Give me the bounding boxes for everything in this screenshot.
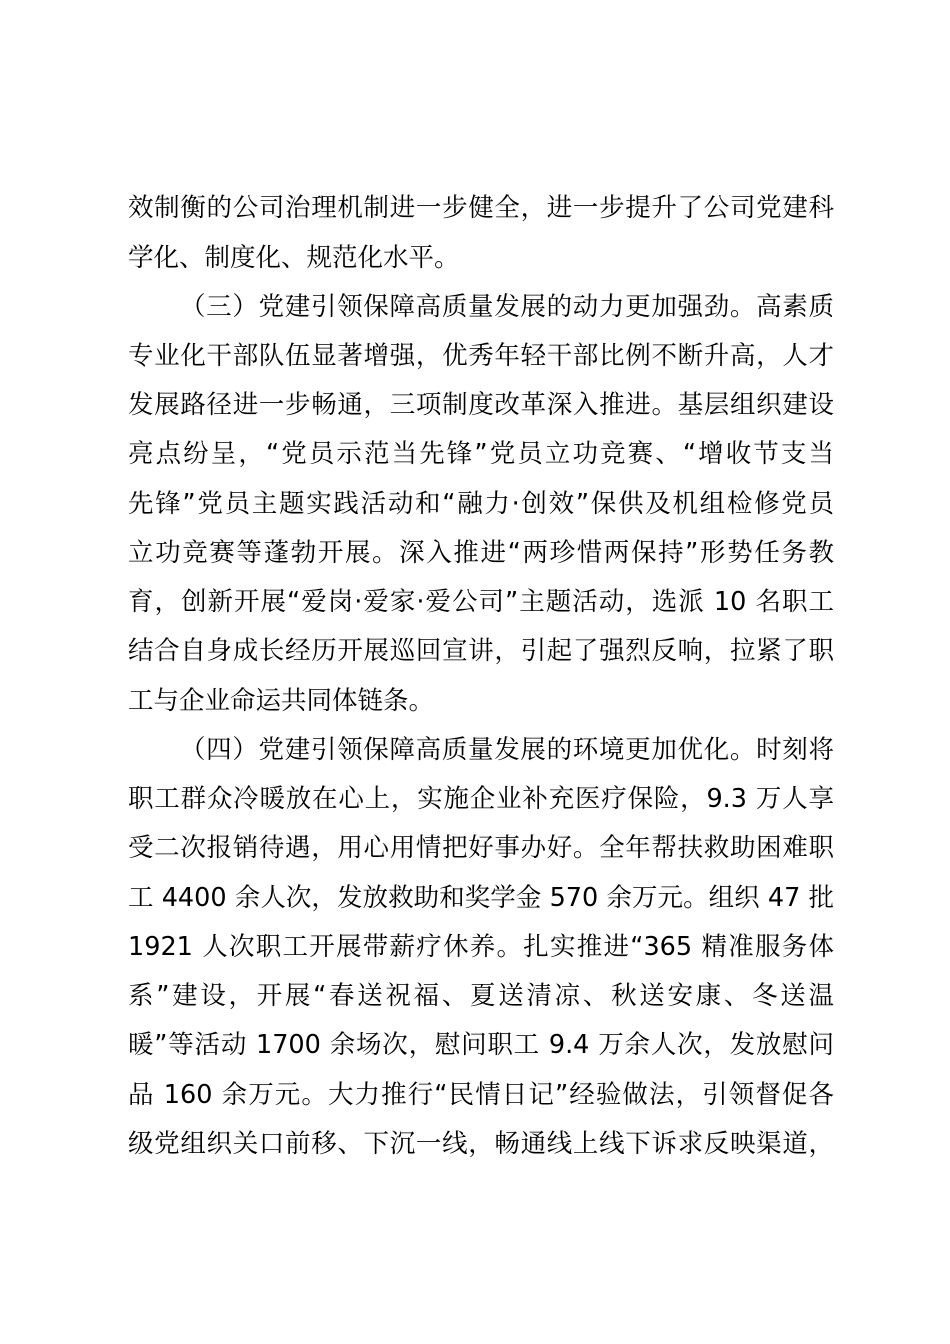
text-line: 学化、制度化、规范化水平。 <box>128 243 460 273</box>
text-line: 效制衡的公司治理机制进一步健全，进一步提升了公司党建科 <box>128 193 834 223</box>
text-line: 系”建设，开展“春送祝福、夏送清凉、秋送安康、冬送温 <box>128 981 834 1011</box>
text-line: 级党组织关口前移、下沉一线，畅通线上线下诉求反映渠道， <box>128 1129 834 1159</box>
text-line: 亮点纷呈，“党员示范当先锋”党员立功竞赛、“增收节支当 <box>128 439 834 469</box>
text-line: （三）党建引领保障高质量发展的动力更加强劲。高素质 <box>180 292 834 322</box>
text-line: （四）党建引领保障高质量发展的环境更加优化。时刻将 <box>180 735 834 765</box>
text-line: 工与企业命运共同体链条。 <box>128 686 435 716</box>
text-line: 发展路径进一步畅通，三项制度改革深入推进。基层组织建设 <box>128 390 834 420</box>
text-line: 结合自身成长经历开展巡回宣讲，引起了强烈反响，拉紧了职 <box>128 636 834 666</box>
text-line: 育，创新开展“爱岗·爱家·爱公司”主题活动，选派 10 名职工 <box>128 587 834 617</box>
text-line: 专业化干部队伍显著增强，优秀年轻干部比例不断升高，人才 <box>128 341 834 371</box>
text-line: 品 160 余万元。大力推行“民情日记”经验做法，引领督促各 <box>128 1080 834 1110</box>
text-line: 受二次报销待遇，用心用情把好事办好。全年帮扶救助困难职 <box>128 833 834 863</box>
text-line: 1921 人次职工开展带薪疗休养。扎实推进“365 精准服务体 <box>128 932 834 962</box>
text-line: 职工群众冷暖放在心上，实施企业补充医疗保险，9.3 万人享 <box>128 784 834 814</box>
text-line: 立功竞赛等蓬勃开展。深入推进“两珍惜两保持”形势任务教 <box>128 538 834 568</box>
text-line: 暖”等活动 1700 余场次，慰问职工 9.4 万余人次，发放慰问 <box>128 1030 834 1060</box>
text-line: 先锋”党员主题实践活动和“融力·创效”保供及机组检修党员 <box>128 489 834 519</box>
text-line: 工 4400 余人次，发放救助和奖学金 570 余万元。组织 47 批 <box>128 883 834 913</box>
